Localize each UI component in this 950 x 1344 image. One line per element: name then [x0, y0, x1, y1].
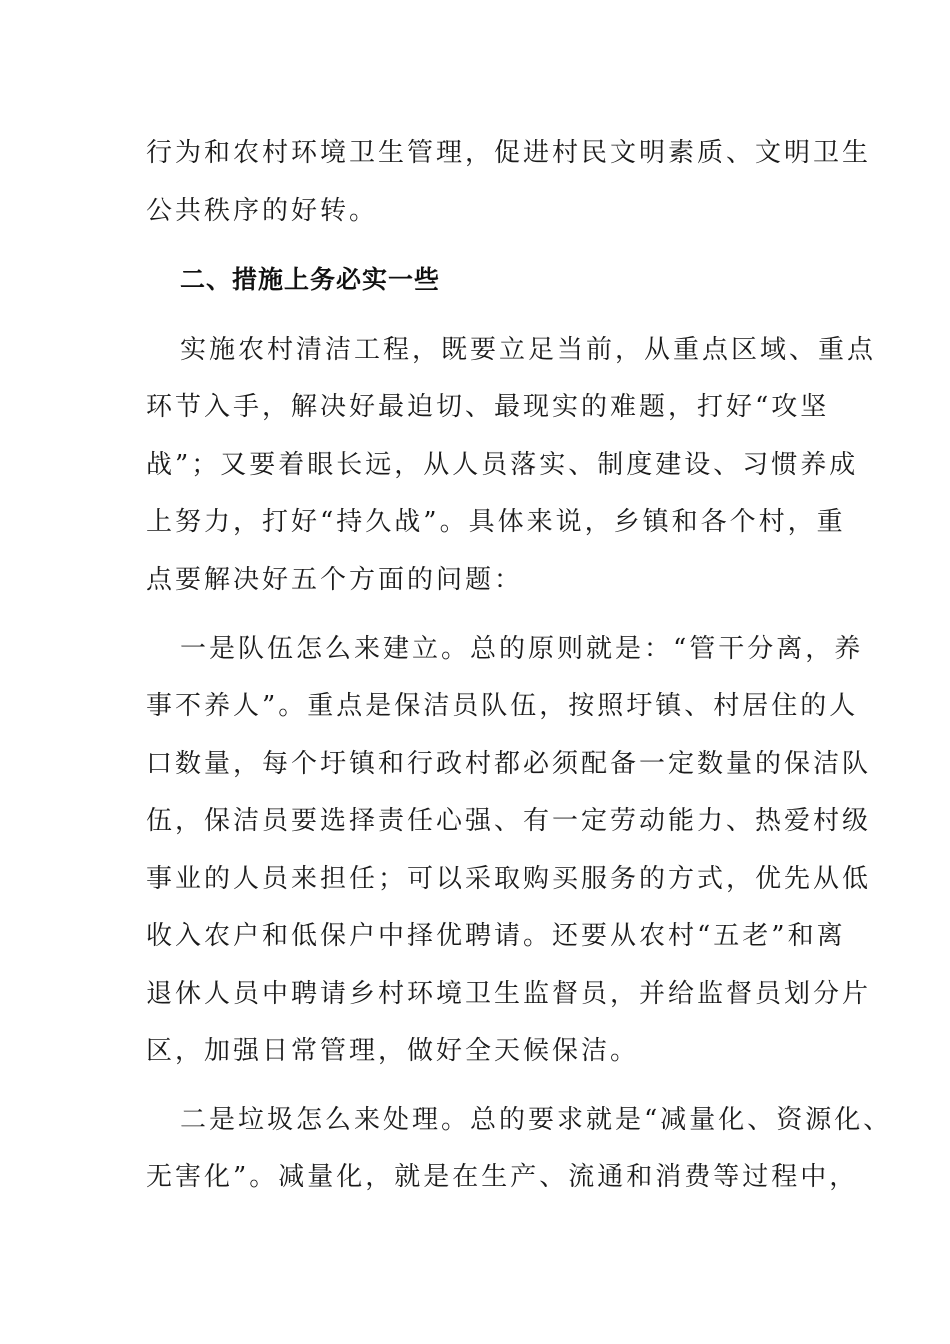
- section-heading: 二、措施上务必实一些: [180, 265, 441, 294]
- text-line: 事不养人”。重点是保洁员队伍，按照圩镇、村居住的人: [146, 691, 859, 721]
- text-line: 口数量，每个圩镇和行政村都必须配备一定数量的保洁队: [146, 749, 872, 779]
- text-line: 上努力，打好“持久战”。具体来说，乡镇和各个村，重: [146, 507, 846, 537]
- text-line: 公共秩序的好转。: [146, 196, 379, 226]
- text-line: 事业的人员来担任；可以采取购买服务的方式，优先从低: [146, 864, 872, 894]
- paragraph-first-line: 一是队伍怎么来建立。总的原则就是：“管干分离，养: [180, 634, 864, 664]
- text-line: 环节入手，解决好最迫切、最现实的难题，打好“攻坚: [146, 392, 830, 422]
- paragraph-first-line: 实施农村清洁工程，既要立足当前，从重点区域、重点: [180, 335, 877, 365]
- text-line: 收入农户和低保户中择优聘请。还要从农村“五老”和离: [146, 921, 846, 951]
- text-line: 无害化”。减量化，就是在生产、流通和消费等过程中，: [146, 1162, 859, 1192]
- text-line: 退休人员中聘请乡村环境卫生监督员，并给监督员划分片: [146, 979, 872, 1009]
- text-line: 点要解决好五个方面的问题：: [146, 565, 524, 595]
- text-line: 行为和农村环境卫生管理，促进村民文明素质、文明卫生: [146, 138, 872, 168]
- text-line: 区，加强日常管理，做好全天候保洁。: [146, 1036, 640, 1066]
- paragraph-first-line: 二是垃圾怎么来处理。总的要求就是“减量化、资源化、: [180, 1105, 893, 1135]
- text-line: 伍，保洁员要选择责任心强、有一定劳动能力、热爱村级: [146, 806, 872, 836]
- text-line: 战”；又要着眼长远，从人员落实、制度建设、习惯养成: [146, 450, 859, 480]
